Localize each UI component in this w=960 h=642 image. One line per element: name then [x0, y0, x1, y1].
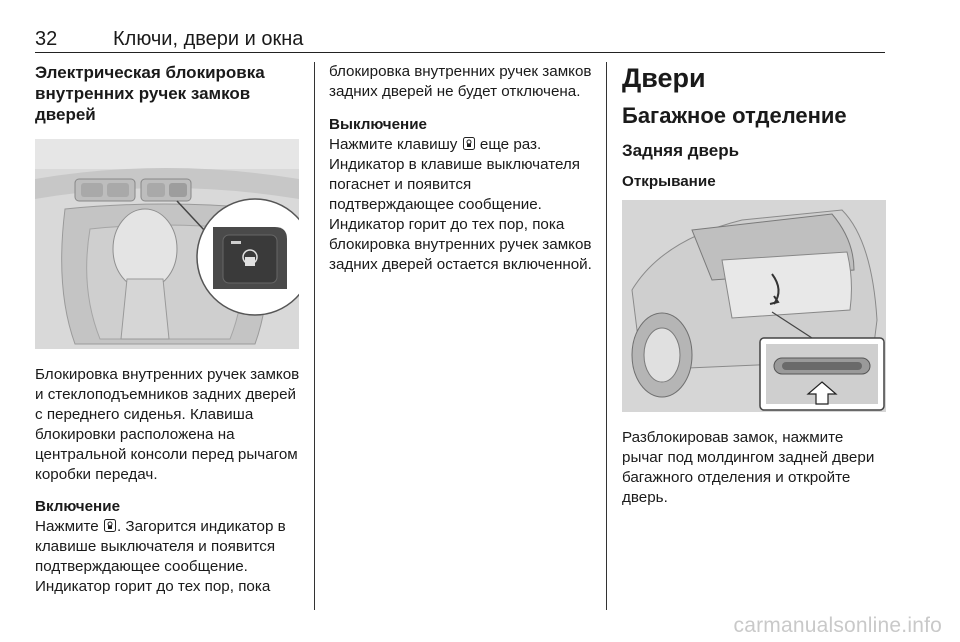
page-number: 32: [35, 28, 58, 50]
column-divider: [606, 62, 607, 610]
section-title: Электрическая блокировка внутренних ручек замков дверей: [35, 63, 265, 124]
off-text-lead: Нажмите клавишу: [329, 136, 458, 153]
off-heading: Выключение: [329, 116, 427, 133]
child-lock-icon: [104, 519, 116, 532]
column-divider: [314, 62, 315, 610]
on-instructions: [35, 517, 303, 597]
continued-text: блокировка внутренних ручек замков задних дверей не будет отключена.: [329, 63, 592, 100]
tailgate-instructions: Разблокировав замок, нажмите рычаг под молдингом задней двери багажного отделения и откройте дверь.: [622, 429, 875, 506]
section-title-doors: Двери: [622, 63, 706, 93]
off-instructions: [329, 135, 595, 155]
off-text-rest: еще раз.: [479, 136, 542, 153]
column-2: [329, 62, 595, 275]
subsection-title: Багажное отделение: [622, 103, 847, 128]
page-header: [35, 22, 885, 53]
opening-heading: Открывание: [622, 173, 716, 190]
watermark: carmanualsonline.info: [733, 614, 942, 637]
lock-description: Блокировка внутренних ручек замков и стеклоподъемников задних дверей с переднего сиденья. Клавиша блокировки расположена на центральной консоли перед рычагом коробки передач.: [35, 366, 300, 483]
on-text-rest: . Загорится индикатор в клавише выключателя и появится подтверждающее сообщение. Индикатор горит до тех пор, пока: [35, 518, 286, 595]
child-lock-icon: [463, 137, 475, 150]
on-text-lead: Нажмите: [35, 518, 99, 535]
column-3: [622, 62, 886, 508]
child-lock-switch-illustration: [35, 139, 299, 349]
column-1: [35, 62, 303, 597]
chapter-title: Ключи, двери и окна: [113, 28, 304, 50]
rear-door-heading: Задняя дверь: [622, 141, 740, 160]
tailgate-release-illustration: [622, 200, 886, 412]
off-description: Индикатор в клавише выключателя погаснет и появится подтверждающее сообщение. Индикатор горит до тех пор, пока блокировка внутренних ручек замков задних дверей остается включенной.: [329, 156, 592, 273]
on-heading: Включение: [35, 498, 121, 515]
